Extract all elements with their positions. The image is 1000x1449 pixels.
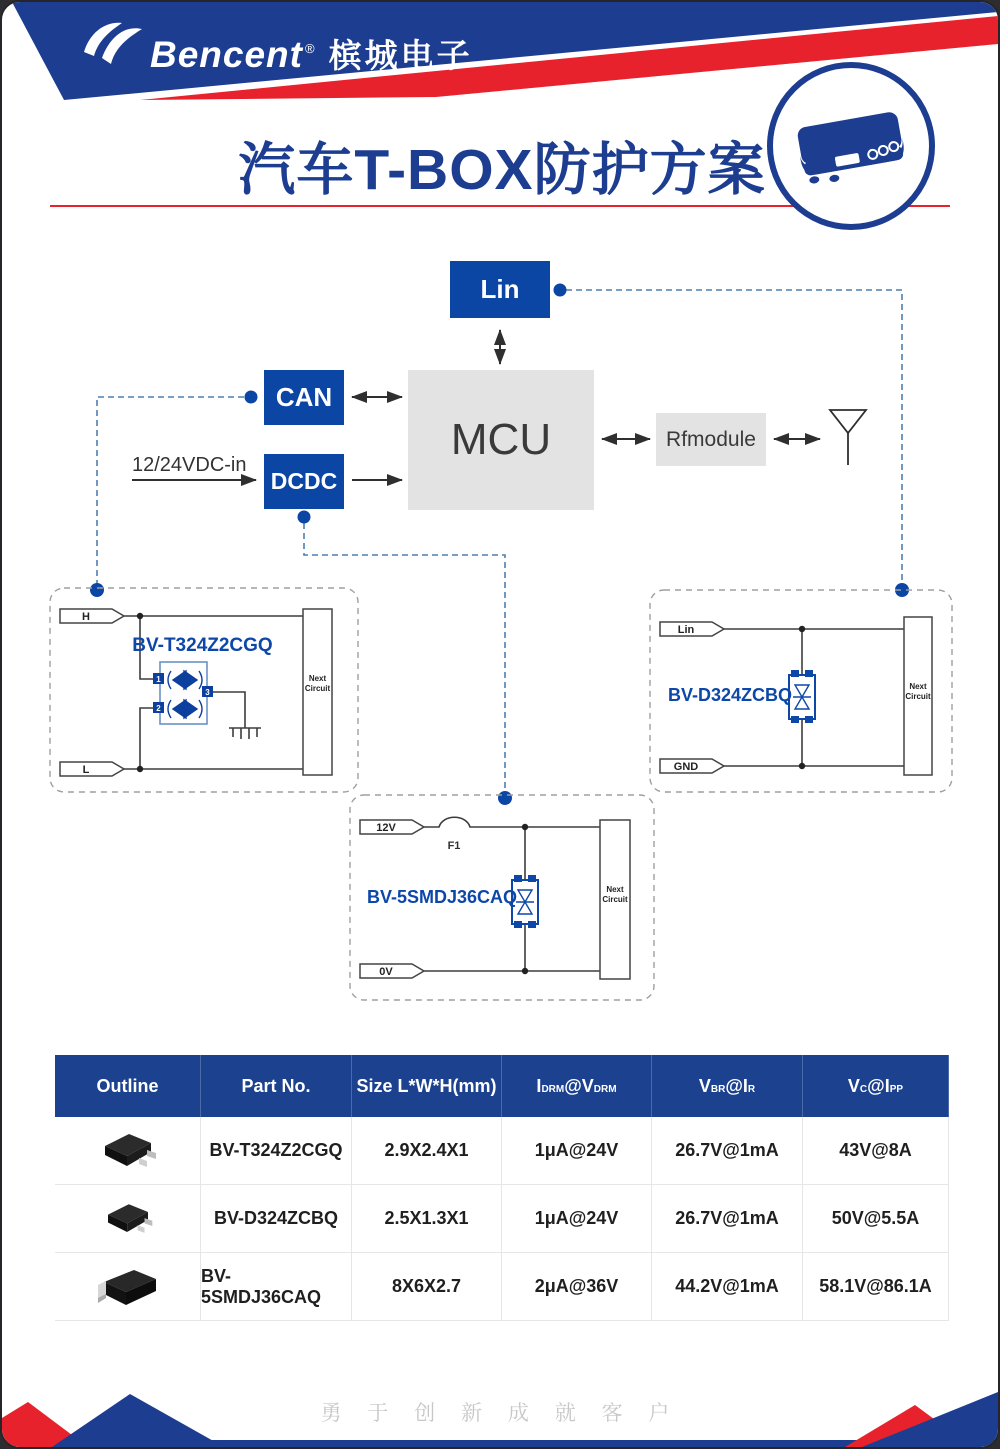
tag-gnd: GND xyxy=(673,761,699,773)
cell-idrm: 1μA@24V xyxy=(502,1185,652,1253)
component-photo-sot23 xyxy=(55,1117,201,1185)
spec-table xyxy=(55,1055,949,1321)
col-header-idrm: I DRM @ V DRM xyxy=(502,1055,652,1117)
col-header-part: Part No. xyxy=(201,1055,352,1117)
col-header-vbr: V BR @ I R xyxy=(652,1055,803,1117)
vdc-input-label: 12/24VDC-in xyxy=(132,454,247,476)
smd-package-icon xyxy=(92,1262,164,1312)
brand-logo-text: Bencent xyxy=(150,34,303,75)
tag-0v: 0V xyxy=(379,966,393,978)
component-photo-sot23 xyxy=(55,1185,201,1253)
cell-vc: 43V@8A xyxy=(803,1117,949,1185)
part-label-bv-5smdj36caq: BV-5SMDJ36CAQ xyxy=(366,887,518,907)
block-mcu: MCU xyxy=(408,370,594,510)
col-header-size: Size L*W*H(mm) xyxy=(352,1055,502,1117)
next-circuit-label: Next Circuit xyxy=(602,885,628,904)
cell-size: 8X6X2.7 xyxy=(352,1253,502,1321)
cell-vbr: 44.2V@1mA xyxy=(652,1253,803,1321)
cell-vc: 58.1V@86.1A xyxy=(803,1253,949,1321)
dashed-routes xyxy=(97,290,902,794)
cell-part: BV-D324ZCBQ xyxy=(201,1185,352,1253)
part-label-bv-d324zcbq: BV-D324ZCBQ xyxy=(667,685,793,705)
pin-2-label: 2 xyxy=(156,704,161,713)
antenna-icon xyxy=(830,410,866,465)
component-photo-smd xyxy=(55,1253,201,1321)
cell-idrm: 1μA@24V xyxy=(502,1117,652,1185)
tbox-device-icon xyxy=(781,76,921,216)
pin-3-label: 3 xyxy=(205,688,210,697)
tag-l: L xyxy=(82,764,90,776)
cell-size: 2.5X1.3X1 xyxy=(352,1185,502,1253)
cell-vc: 50V@5.5A xyxy=(803,1185,949,1253)
col-header-vc: V C @ I PP xyxy=(803,1055,949,1117)
block-lin: Lin xyxy=(450,261,550,318)
block-can: CAN xyxy=(264,370,344,425)
col-header-outline: Outline xyxy=(55,1055,201,1117)
cell-size: 2.9X2.4X1 xyxy=(352,1117,502,1185)
pin-1-label: 1 xyxy=(156,675,161,684)
part-label-bv-t324z2cgq: BV-T324Z2CGQ xyxy=(132,635,273,656)
cell-part: BV-T324Z2CGQ xyxy=(201,1117,352,1185)
tag-12v: 12V xyxy=(376,822,396,834)
next-circuit-label: Next Circuit xyxy=(304,674,331,693)
tag-lin: Lin xyxy=(677,624,695,636)
tbox-illustration-badge xyxy=(767,62,935,230)
cell-vbr: 26.7V@1mA xyxy=(652,1185,803,1253)
cell-idrm: 2μA@36V xyxy=(502,1253,652,1321)
sot23-package-icon xyxy=(97,1128,159,1174)
tag-h: H xyxy=(82,611,90,623)
fuse-f1-label: F1 xyxy=(447,840,461,852)
brand-logo-chinese: 槟城电子 xyxy=(328,37,473,74)
footer-slogan: 勇 于 创 新 成 就 客 户 xyxy=(320,1402,680,1425)
registered-mark: ® xyxy=(304,41,315,56)
sot23-package-icon xyxy=(101,1199,155,1239)
block-rfmodule: Rfmodule xyxy=(656,413,766,466)
cell-vbr: 26.7V@1mA xyxy=(652,1117,803,1185)
page-title: 汽车T-BOX防护方案 xyxy=(238,138,766,202)
brand-logo xyxy=(150,30,473,77)
next-circuit-label: Next Circuit xyxy=(905,682,931,701)
cell-part: BV-5SMDJ36CAQ xyxy=(201,1253,352,1321)
block-dcdc: DCDC xyxy=(264,454,344,509)
